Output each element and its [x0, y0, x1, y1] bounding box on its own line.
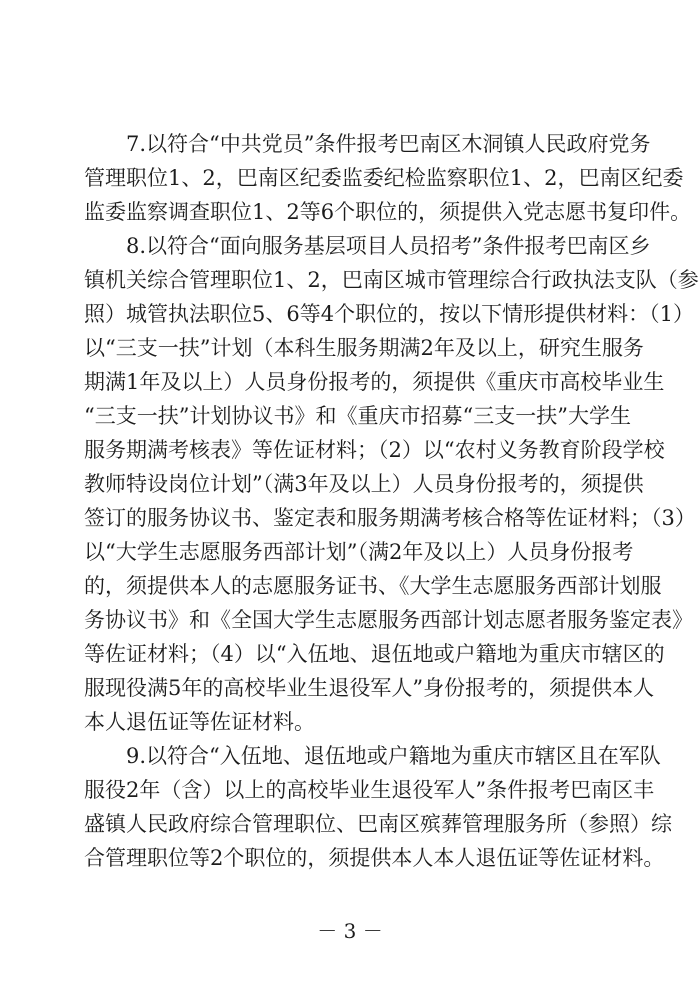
- paragraph-9-line-3: 盛镇人民政府综合管理职位、巴南区殡葬管理服务所（参照）综: [84, 812, 672, 836]
- paragraph-9-line-2: 服役2年（含）以上的高校毕业生退役军人”条件报考巴南区丰: [84, 778, 655, 802]
- paragraph-7-line-1: 7.以符合“中共党员”条件报考巴南区木洞镇人民政府党务: [126, 132, 651, 156]
- paragraph-8-line-3: 照）城管执法职位5、6等4个职位的，按以下情形提供材料：（1）: [84, 302, 694, 326]
- paragraph-8-line-15: 本人退伍证等佐证材料。: [84, 710, 315, 734]
- paragraph-8-line-12: 务协议书》和《全国大学生志愿服务西部计划志愿者服务鉴定表》: [84, 608, 693, 632]
- paragraph-8-line-6: “三支一扶”计划协议书》和《重庆市招募“三支一扶”大学生: [84, 404, 631, 428]
- paragraph-7-line-2: 管理职位1、2，巴南区纪委监委纪检监察职位1、2，巴南区纪委: [84, 166, 684, 190]
- paragraph-9-line-4: 合管理职位等2个职位的，须提供本人本人退伍证等佐证材料。: [84, 846, 665, 870]
- paragraph-8-line-11: 的，须提供本人的志愿服务证书、《大学生志愿服务西部计划服: [84, 574, 662, 598]
- paragraph-7-line-3: 监委监察调查职位1、2等6个职位的，须提供入党志愿书复印件。: [84, 200, 692, 224]
- paragraph-8-line-4: 以“三支一扶”计划（本科生服务期满2年及以上，研究生服务: [84, 336, 644, 360]
- paragraph-8-line-13: 等佐证材料；（4）以“入伍地、退伍地或户籍地为重庆市辖区的: [84, 642, 665, 666]
- paragraph-8-line-2: 镇机关综合管理职位1、2，巴南区城市管理综合行政执法支队（参: [84, 268, 699, 292]
- paragraph-8-line-10: 以“大学生志愿服务西部计划”（满2年及以上）人员身份报考: [84, 540, 634, 564]
- paragraph-8-line-1: 8.以符合“面向服务基层项目人员招考”条件报考巴南区乡: [126, 234, 651, 258]
- paragraph-8-line-7: 服务期满考核表》等佐证材料；（2）以“农村义务教育阶段学校: [84, 438, 665, 462]
- body-text: [84, 127, 699, 875]
- paragraph-8-line-9: 签订的服务协议书、鉴定表和服务期满考核合格等佐证材料；（3）: [84, 506, 696, 530]
- paragraph-8-line-14: 服现役满5年的高校毕业生退役军人”身份报考的，须提供本人: [84, 676, 655, 700]
- paragraph-8-line-8: 教师特设岗位计划”（满3年及以上）人员身份报考的，须提供: [84, 472, 644, 496]
- page-number: － 3 －: [317, 919, 383, 943]
- paragraph-8-line-5: 期满1年及以上）人员身份报考的，须提供《重庆市高校毕业生: [84, 370, 665, 394]
- paragraph-9-line-1: 9.以符合“入伍地、退伍地或户籍地为重庆市辖区且在军队: [126, 744, 661, 768]
